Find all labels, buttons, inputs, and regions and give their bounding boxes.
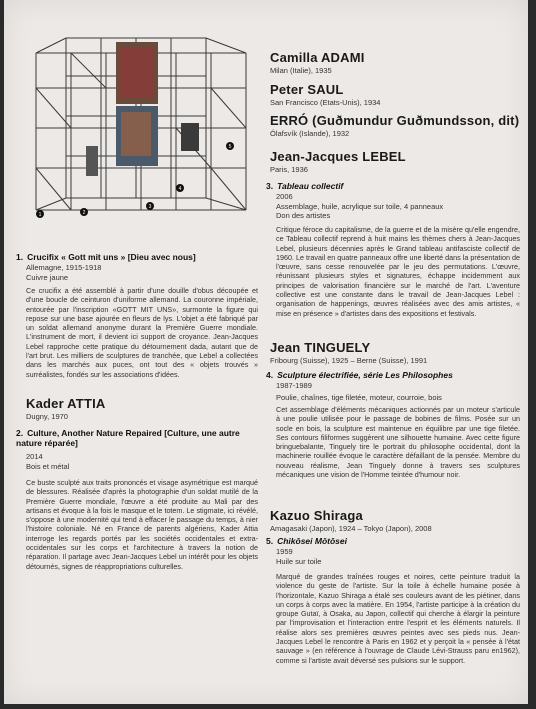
artist-name: Camilla ADAMI (270, 50, 365, 65)
work-5-meta (276, 547, 521, 566)
artist-camilla-adami (270, 50, 365, 75)
work-3-meta (276, 192, 521, 221)
painting-panel-side (181, 123, 199, 151)
work-5-year: 1959 (276, 547, 293, 556)
work-2-material: Bois et métal (26, 461, 70, 471)
work-1-meta (26, 263, 256, 282)
svg-text:3: 3 (148, 204, 152, 210)
work-1-title: 1. Crucifix « Gott mit uns » [Dieu avec nous] (16, 252, 196, 262)
artist-place: Paris, 1936 (270, 165, 308, 174)
artist-place: San Francisco (Etats-Unis), 1934 (270, 98, 381, 107)
work-4-description: Cet assemblage d'éléments mécaniques actionnés par un moteur s'articule à une poulie utilisée pour le passage de bobines de films. Posée sur un socle en bois, la sculpture est maintenue en équilibre par une tige filetée. Ses contours filiformes suggèrent une silhouette humaine. Avec cette figure bringuebalante, Tinguely tire le portrait du philosophe occidental, dont la machinerie rouillée évoque le caractère défaillant de la pensée. Membre du nouveau réalisme, Jean Tinguely donne à travers ses sculptures mécaniques une vision de l'Homme teintée d'humour noir. (276, 405, 520, 480)
work-3-credit: Don des artistes (276, 211, 331, 220)
work-4-material: Poulie, chaînes, tige filetée, moteur, courroie, bois (276, 392, 442, 402)
work-2-year: 2014 (26, 452, 43, 461)
artist-kazuo-shiraga (270, 508, 432, 533)
work-4-year: 1987-1989 (276, 381, 312, 390)
artist-name: ERRÓ (Guðmundur Guðmundsson, dit) (270, 113, 520, 128)
work-2-description: Ce buste sculpté aux traits prononcés et visage asymétrique est marqué de blessures. Réalisée d'après la photographie d'un soldat mutilé de la Première Guerre mondiale, l'œuvre a été produite au Mali par des artisans et évoque à la fois le masque et le totem. Le stigmate, ici révélé, s'oppose à une modernité qui tend à effacer le passage du temps, à nier l'histoire coloniale. Né en France de parents algériens, Kader Attia interroge les regards portés par les sociétés occidentales et extra-occidentales sur les corps et l'architecture à travers la notion de réparation. Il partage avec Jean-Jacques Lebel un intérêt pour les objets détournés, signes de réappropriations culturelles. (26, 478, 258, 571)
artist-name: Kader ATTIA (26, 396, 106, 411)
work-1-description: Ce crucifix a été assemblé à partir d'une douille d'obus découpée et d'une boucle de ceinturon d'uniforme allemand. La couronne impériale, entourée par l'inscription «GOTT MIT UNS», surmonte la figure qui repose sur une base ajourée en fleurs de lys. L'objet a été fabriqué par un soldat allemand anonyme durant la Première Guerre mondiale. L'instrument de mort, il devient ici support de croyance. Jean-Jacques Lebel rapproche cette pratique du détournement dada, autant que de l'art brut. Les milliers de sculptures de tranchée, que Lebel a collectées dans les marchés aux puces, ont tout des « objets trouvés » surréalistes, fondés sur les associations d'idées. (26, 286, 258, 379)
diagram-marker-3 (146, 202, 154, 210)
artist-jean-jacques-lebel (270, 149, 406, 174)
diagram-marker-5 (226, 142, 234, 150)
svg-text:2: 2 (82, 210, 86, 216)
work-5-title: 5. Chikōsei Mōtōsei (266, 536, 347, 546)
work-3-year: 2006 (276, 192, 293, 201)
artist-jean-tinguely (270, 340, 427, 365)
work-3-description: Critique féroce du capitalisme, de la guerre et de la misère qu'elle engendre, ce Tableau collectif reprend à huit mains les thèmes chers à Jean-Jacques Lebel, plusieurs décennies après le Grand tableau antifasciste collectif de 1960. Le travail en quatre panneaux offre une liberté dans la présentation de l'œuvre, sans cesse renouvelée par le jeu des permutations. L'œuvre, réunissant plusieurs styles et signatures, échappe incidemment aux principes de valorisation financière sur le marché de l'art. L'aventure collective est une constante dans le travail de Jean-Jacques Lebel : organisation de happenings, œuvres réalisées avec des amis artistes, « mise en présence » d'artistes dans des expositions et festivals. (276, 225, 520, 318)
artist-place: Amagasaki (Japon), 1924 – Tokyo (Japon), 2008 (270, 524, 432, 533)
svg-text:1: 1 (38, 212, 42, 218)
work-2-title: 2. Culture, Another Nature Repaired [Culture, une autre nature réparée] (16, 428, 240, 448)
work-3-material: Assemblage, huile, acrylique sur toile, 4 panneaux (276, 201, 444, 211)
artist-peter-saul (270, 82, 380, 107)
svg-text:5: 5 (228, 144, 232, 150)
artist-place: Dugny, 1970 (26, 412, 68, 421)
artist-erro (270, 113, 519, 138)
diagram-marker-1 (36, 210, 44, 218)
artist-name: Peter SAUL (270, 82, 344, 97)
work-4-meta (276, 381, 521, 402)
work-1-place: Allemagne, 1915-1918 (26, 263, 102, 272)
work-2-meta (26, 452, 256, 471)
diagram-marker-4 (176, 184, 184, 192)
artist-name: Jean TINGUELY (270, 340, 371, 355)
artist-place: Milan (Italie), 1935 (270, 66, 332, 75)
svg-text:4: 4 (178, 186, 182, 192)
artist-name: Jean-Jacques LEBEL (270, 149, 406, 164)
artist-place: Fribourg (Suisse), 1925 – Berne (Suisse), 1991 (270, 356, 428, 365)
work-3-title: 3. Tableau collectif (266, 181, 344, 191)
artist-place: Ólafsvík (Islande), 1932 (270, 129, 350, 138)
work-5-material: Huile sur toile (276, 556, 322, 566)
artist-kader-attia (26, 396, 105, 421)
work-5-description: Marqué de grandes traînées rouges et noires, cette peinture traduit la violence du geste de l'artiste. Sur la toile à échelle humaine posée à l'horizontale, Kazuo Shiraga a étalé ses couleurs avant de les piétiner, dans un corps à corps avec la matière. En 1954, l'artiste participe à la création du groupe Gutaï, à Osaka, au Japon, collectif qui cherche à élargir la peinture par l'improvisation et l'interaction entre l'esprit et les éléments naturels. Il réalise alors ses premières œuvres peintes avec ses pieds nus. Jean-Jacques Lebel le rencontre à Paris en 1962 et y perçoit la « pensée à l'état sauvage » (en référence à l'ouvrage de Claude Lévi-Strauss paru en1962), comme si l'artiste avait déversé ses pulsions sur le support. (276, 572, 520, 665)
artist-name: Kazuo Shiraga (270, 508, 363, 523)
work-4-title: 4. Sculpture électrifiée, série Les Philosophes (266, 370, 453, 380)
work-1-material: Cuivre jaune (26, 272, 69, 282)
installation-diagram (26, 28, 260, 218)
diagram-marker-2 (80, 208, 88, 216)
exhibition-label-panel (4, 0, 528, 704)
